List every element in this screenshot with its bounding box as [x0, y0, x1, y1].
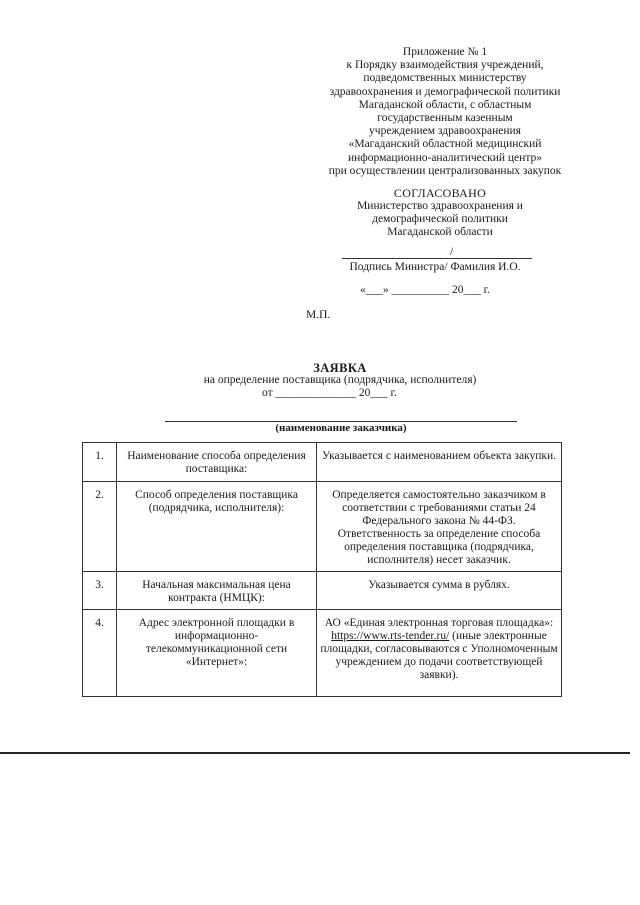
- row-label: Способ определения поставщика (подрядчика, исполнителя):: [117, 482, 317, 572]
- stamp-place: М.П.: [306, 309, 331, 321]
- appendix-line: государственным казенным: [377, 112, 513, 125]
- approval-heading: СОГЛАСОВАНО: [393, 186, 487, 200]
- table-row: [83, 572, 562, 610]
- approval-date-line: «___» __________ 20___ г.: [360, 284, 490, 296]
- platform-name: АО «Единая электронная торговая площадка»:: [324, 617, 554, 629]
- appendix-line: подведомственных министерству: [363, 72, 527, 85]
- signature-line: [342, 258, 532, 259]
- table-row: [83, 482, 562, 572]
- appendix-line: учреждением здравоохранения: [369, 125, 521, 138]
- appendix-line: Магаданской области, с областным: [358, 98, 532, 111]
- platform-link[interactable]: https://www.rts-tender.ru/: [331, 630, 450, 642]
- approval-block: [320, 187, 560, 239]
- table-row: [83, 443, 562, 482]
- row-label: Адрес электронной площадки в информационно-телекоммуникационной сети «Интернет»:: [117, 610, 317, 697]
- appendix-line: к Порядку взаимодействия учреждений,: [346, 59, 544, 72]
- row-number: 2.: [83, 482, 117, 572]
- appendix-line: здравоохранения и демографической политики: [329, 85, 561, 98]
- table-row: [83, 610, 562, 697]
- appendix-block: [300, 46, 590, 178]
- page-bottom-rule: [0, 752, 630, 754]
- row-label: Наименование способа определения поставщика:: [117, 443, 317, 482]
- row-value: Указывается с наименованием объекта закупки.: [317, 443, 562, 482]
- document-title: ЗАЯВКА: [313, 361, 367, 375]
- request-table: [82, 442, 562, 697]
- appendix-line: при осуществлении централизованных закупок: [328, 164, 562, 177]
- appendix-line: информационно-аналитический центр»: [347, 151, 542, 164]
- approval-line: Магаданской области: [387, 226, 493, 238]
- approval-line: Министерство здравоохранения и: [357, 200, 523, 212]
- signature-slash: /: [450, 244, 454, 258]
- customer-name-caption: (наименование заказчика): [275, 422, 407, 434]
- row-number: 4.: [83, 610, 117, 697]
- row-value: Определяется самостоятельно заказчиком в соответствии с требованиями статьи 24 Федерального закона № 44-ФЗ. Ответственность за определение способа определения поставщика (подрядчика, исполнителя) несет заказчик.: [317, 482, 562, 572]
- row-number: 3.: [83, 572, 117, 610]
- row-value: Указывается сумма в рублях.: [317, 572, 562, 610]
- row-number: 1.: [83, 443, 117, 482]
- document-date-line: от ______________ 20___ г.: [262, 387, 397, 399]
- signature-caption: Подпись Министра/ Фамилия И.О.: [349, 261, 521, 273]
- row-label: Начальная максимальная цена контракта (НМЦК):: [117, 572, 317, 610]
- document-subtitle: на определение поставщика (подрядчика, исполнителя): [203, 374, 477, 386]
- platform-note: (иные электронные площадки, согласовываются с Уполномоченным учреждением до подачи соответствующей заявки).: [320, 630, 558, 681]
- row-value: [317, 610, 562, 697]
- appendix-line: Приложение № 1: [402, 46, 488, 58]
- appendix-line: «Магаданский областной медицинский: [348, 138, 542, 151]
- approval-line: демографической политики: [372, 213, 508, 225]
